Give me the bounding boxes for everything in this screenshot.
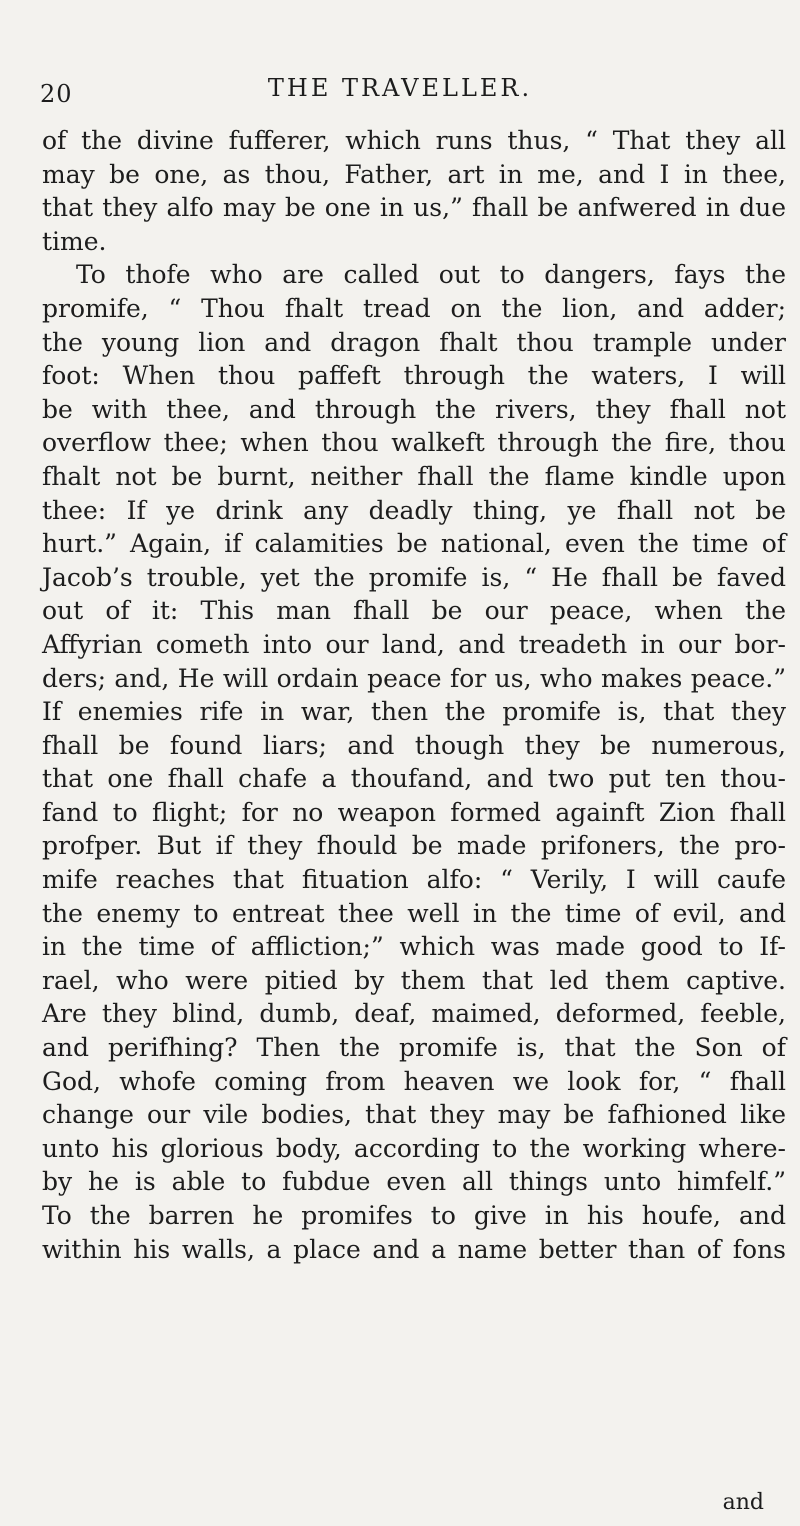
text-line: ders; and, He will ordain peace for us, who makes peace.”: [42, 663, 786, 693]
text-line: fhalt not be burnt, neither fhall the flame kindle upon: [42, 461, 786, 491]
text-line: that they alfo may be one in us,” fhall be anfwered in due: [42, 193, 786, 223]
text-line: be with thee, and through the rivers, they fhall not: [42, 394, 786, 424]
body-text: [42, 124, 786, 1266]
text-line: may be one, as thou, Father, art in me, and I in thee,: [42, 159, 786, 189]
text-line: rael, who were pitied by them that led them captive.: [42, 965, 786, 995]
text-line: To the barren he promifes to give in his houfe, and: [42, 1201, 786, 1230]
text-line: out of it: This man fhall be our peace, when the: [42, 596, 786, 626]
text-line: unto his glorious body, according to the working where-: [42, 1133, 786, 1163]
text-line: foot: When thou paffeft through the waters, I will: [42, 361, 786, 391]
text-line: of the divine fufferer, which runs thus, “ That they all: [42, 126, 786, 155]
text-line: hurt.” Again, if calamities be national, even the time of: [42, 529, 786, 559]
text-line: thee: If ye drink any deadly thing, ye fhall not be: [42, 495, 786, 525]
text-line: fand to flight; for no weapon formed againft Zion fhall: [42, 797, 786, 827]
text-line: within his walls, a place and a name better than of fons: [42, 1234, 786, 1264]
text-line: Affyrian cometh into our land, and treadeth in our bor-: [42, 629, 786, 659]
text-line: time.: [42, 226, 107, 256]
catchword: and: [722, 1490, 764, 1515]
text-line: If enemies rife in war, then the promife is, that they: [42, 697, 786, 727]
text-line: God, whofe coming from heaven we look for, “ fhall: [42, 1066, 786, 1096]
text-line: fhall be found liars; and though they be numerous,: [42, 730, 786, 760]
text-line: by he is able to fubdue even all things unto himfelf.”: [42, 1167, 786, 1197]
text-line: change our vile bodies, that they may be fafhioned like: [42, 1100, 786, 1130]
text-line: the enemy to entreat thee well in the time of evil, and: [42, 898, 786, 928]
text-line: mife reaches that fituation alfo: “ Verily, I will caufe: [42, 865, 786, 895]
text-line: Are they blind, dumb, deaf, maimed, deformed, feeble,: [42, 999, 786, 1029]
text-line: Jacob’s trouble, yet the promife is, “ He fhall be faved: [42, 562, 786, 592]
text-line: and perifhing? Then the promife is, that the Son of: [42, 1033, 786, 1063]
text-line: overflow thee; when thou walkeft through the fire, thou: [42, 428, 786, 458]
text-line: the young lion and dragon fhalt thou trample under: [42, 327, 786, 357]
text-line: that one fhall chafe a thoufand, and two put ten thou-: [42, 764, 786, 794]
text-line: in the time of affliction;” which was made good to If-: [42, 932, 786, 962]
page-number: 20: [40, 80, 73, 108]
text-line: promife, “ Thou fhalt tread on the lion, and adder;: [42, 293, 786, 323]
text-line: To thofe who are called out to dangers, fays the: [76, 260, 786, 290]
text-line: profper. But if they fhould be made prifoners, the pro-: [42, 831, 786, 861]
running-head: THE TRAVELLER.: [267, 74, 533, 102]
